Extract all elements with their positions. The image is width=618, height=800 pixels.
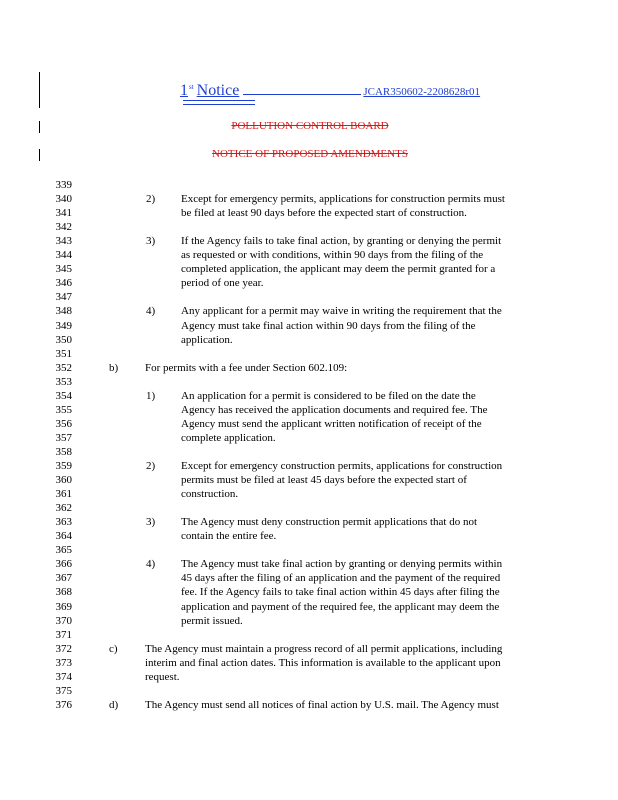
line-number: 361 [55, 488, 72, 501]
item-text-line: permits must be filed at least 45 days before the expected start of [181, 474, 467, 487]
notice-word: Notice [196, 82, 240, 99]
line-number: 371 [55, 628, 72, 641]
item-text-line: construction. [181, 488, 239, 501]
notice-header [180, 82, 510, 104]
line-number: 349 [55, 319, 72, 332]
item-text-line: Agency must take final action within 90 days from the filing of the [181, 319, 476, 332]
change-bar-subtitle [39, 149, 40, 161]
item-text-line: request. [145, 670, 180, 683]
item-label: 1) [146, 389, 156, 402]
item-label: c) [109, 642, 118, 655]
line-number: 350 [55, 333, 72, 346]
item-text-line: Agency has received the application documents and required fee. The [181, 403, 488, 416]
board-title: POLLUTION CONTROL BOARD [231, 120, 389, 132]
line-number: 356 [55, 417, 72, 430]
line-number: 368 [55, 586, 72, 599]
item-label: 4) [146, 558, 156, 571]
line-number: 375 [55, 684, 72, 697]
item-text-line: be filed at least 90 days before the expected start of construction. [181, 207, 467, 220]
notice-subtitle: NOTICE OF PROPOSED AMENDMENTS [212, 148, 408, 160]
item-text-line: period of one year. [181, 277, 264, 290]
line-number: 347 [55, 291, 72, 304]
item-text-line: If the Agency fails to take final action, by granting or denying the permit [181, 235, 502, 248]
line-number: 370 [55, 614, 72, 627]
item-text-line: complete application. [181, 431, 276, 444]
item-text-line: Any applicant for a permit may waive in writing the requirement that the [181, 305, 502, 318]
line-number: 340 [55, 193, 72, 206]
item-text-line: 45 days after the filing of an application and the payment of the required [181, 572, 501, 585]
item-label: d) [109, 698, 119, 711]
line-number: 355 [55, 403, 72, 416]
item-text-line: Agency must send the applicant written notification of receipt of the [181, 417, 482, 430]
item-label: 4) [146, 305, 156, 318]
item-label: b) [109, 361, 119, 374]
line-number: 369 [55, 600, 72, 613]
line-number: 362 [55, 502, 72, 515]
line-number: 339 [55, 179, 72, 191]
line-number: 366 [55, 558, 72, 571]
item-label: 3) [146, 235, 156, 248]
item-text-line: Except for emergency construction permits, applications for construction [181, 460, 503, 472]
line-number: 367 [55, 572, 72, 585]
line-number: 352 [55, 361, 72, 374]
change-bar-top [39, 72, 40, 108]
line-number: 365 [55, 544, 72, 557]
line-number: 341 [55, 207, 72, 220]
item-text-line: Except for emergency permits, applications for construction permits must [181, 193, 505, 206]
item-text-line: The Agency must send all notices of final action by U.S. mail. The Agency must [145, 698, 499, 711]
line-number: 358 [55, 445, 72, 458]
line-number: 372 [55, 642, 72, 655]
line-number: 342 [55, 221, 72, 234]
line-number: 360 [55, 474, 72, 487]
line-number: 373 [55, 656, 72, 669]
line-number: 364 [55, 530, 72, 543]
underline-fill [243, 82, 361, 95]
item-text-line: interim and final action dates. This information is available to the applicant upon [145, 656, 501, 669]
notice-number: 1 [180, 82, 188, 99]
line-number: 359 [55, 460, 72, 472]
double-underline [183, 100, 255, 105]
item-text-line: For permits with a fee under Section 602.109: [145, 361, 348, 374]
item-text-line: An application for a permit is considered to be filed on the date the [181, 389, 476, 402]
line-number: 343 [55, 235, 72, 248]
notice-superscript: st [189, 82, 194, 91]
item-text-line: contain the entire fee. [181, 530, 277, 543]
jcar-code: JCAR350602-2208628r01 [363, 86, 481, 98]
line-number: 376 [55, 698, 72, 711]
line-number: 374 [55, 670, 72, 683]
item-text-line: as requested or with conditions, within 90 days from the filing of the [181, 249, 484, 262]
line-number: 363 [55, 516, 72, 529]
item-label: 2) [146, 460, 156, 472]
item-text-line: completed application, the applicant may deem the permit granted for a [181, 263, 496, 276]
item-label: 2) [146, 193, 156, 206]
item-text-line: permit issued. [181, 614, 243, 627]
line-number: 346 [55, 277, 72, 290]
line-number: 353 [55, 375, 72, 388]
item-text-line: fee. If the Agency fails to take final action within 45 days after filing the [181, 586, 500, 599]
item-text-line: application. [181, 333, 233, 346]
line-number: 351 [55, 347, 72, 360]
item-text-line: application and payment of the required fee, the applicant may deem the [181, 600, 500, 613]
item-text-line: The Agency must take final action by granting or denying permits within [181, 558, 503, 571]
line-number: 357 [55, 431, 72, 444]
change-bar-board [39, 121, 40, 133]
line-number: 354 [55, 389, 72, 402]
item-label: 3) [146, 516, 156, 529]
item-text-line: The Agency must deny construction permit applications that do not [181, 516, 478, 529]
line-number: 344 [55, 249, 72, 262]
item-text-line: The Agency must maintain a progress record of all permit applications, including [145, 642, 503, 655]
line-number: 345 [55, 263, 72, 276]
line-number: 348 [55, 305, 72, 318]
